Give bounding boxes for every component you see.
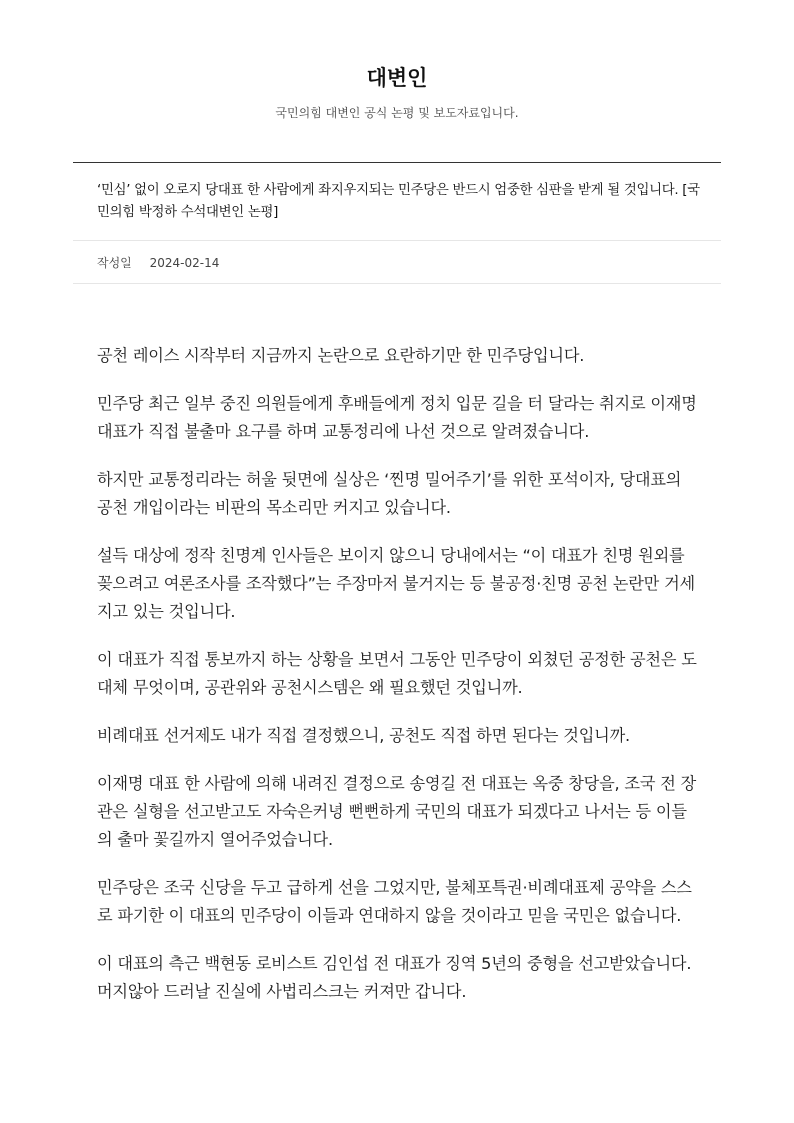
article-paragraph: 이 대표의 측근 백현동 로비스트 김인섭 전 대표가 징역 5년의 중형을 선고받았습니다. 머지않아 드러날 진실에 사법리스크는 커져만 갑니다. (97, 954, 692, 1001)
article-paragraph: 이재명 대표 한 사람에 의해 내려진 결정으로 송영길 전 대표는 옥중 창당을, 조국 전 장관은 실형을 선고받고도 자숙은커녕 뻔뻔하게 국민의 대표가 되겠다고 나서는 등 이들의 출마 꽃길까지 열어주었습니다. (97, 774, 697, 849)
article-date: 2024-02-14 (149, 256, 220, 270)
article-paragraph: 민주당 최근 일부 중진 의원들에게 후배들에게 정치 입문 길을 터 달라는 취지로 이재명 대표가 직접 불출마 요구를 하며 교통정리에 나선 것으로 알려졌습니다. (97, 394, 697, 441)
article-paragraph: 공천 레이스 시작부터 지금까지 논란으로 요란하기만 한 민주당입니다. (97, 346, 585, 365)
article-paragraph: 설득 대상에 정작 친명계 인사들은 보이지 않으니 당내에서는 “이 대표가 친명 원외를 꽂으려고 여론조사를 조작했다”는 주장마저 불거지는 등 불공정·친명 공천 논란만 거세지고 있는 것입니다. (97, 546, 695, 621)
title-divider (73, 240, 721, 241)
article-paragraph: 비례대표 선거제도 내가 직접 결정했으니, 공천도 직접 하면 된다는 것입니까. (97, 726, 630, 745)
page-subtitle: 국민의힘 대변인 공식 논평 및 보도자료입니다. (275, 106, 519, 120)
date-label: 작성일 (97, 256, 132, 270)
article-paragraph: 민주당은 조국 신당을 두고 급하게 선을 그었지만, 불체포특권·비례대표제 공약을 스스로 파기한 이 대표의 민주당이 이들과 연대하지 않을 것이라고 믿을 국민은 없습니다. (97, 878, 692, 925)
page-title: 대변인 (366, 66, 428, 90)
article-body (97, 342, 697, 1026)
article-title: ‘민심’ 없이 오로지 당대표 한 사람에게 좌지우지되는 민주당은 반드시 엄중한 심판을 받게 될 것입니다. [국민의힘 박정하 수석대변인 논평] (97, 183, 700, 220)
header-divider (73, 162, 721, 163)
article-paragraph: 이 대표가 직접 통보까지 하는 상황을 보면서 그동안 민주당이 외쳤던 공정한 공천은 도대체 무엇이며, 공관위와 공천시스템은 왜 필요했던 것입니까. (97, 650, 697, 697)
article-meta (97, 254, 219, 271)
article-paragraph: 하지만 교통정리라는 허울 뒷면에 실상은 ‘찐명 밀어주기’를 위한 포석이자, 당대표의 공천 개입이라는 비판의 목소리만 커지고 있습니다. (97, 470, 682, 517)
meta-divider (73, 283, 721, 284)
